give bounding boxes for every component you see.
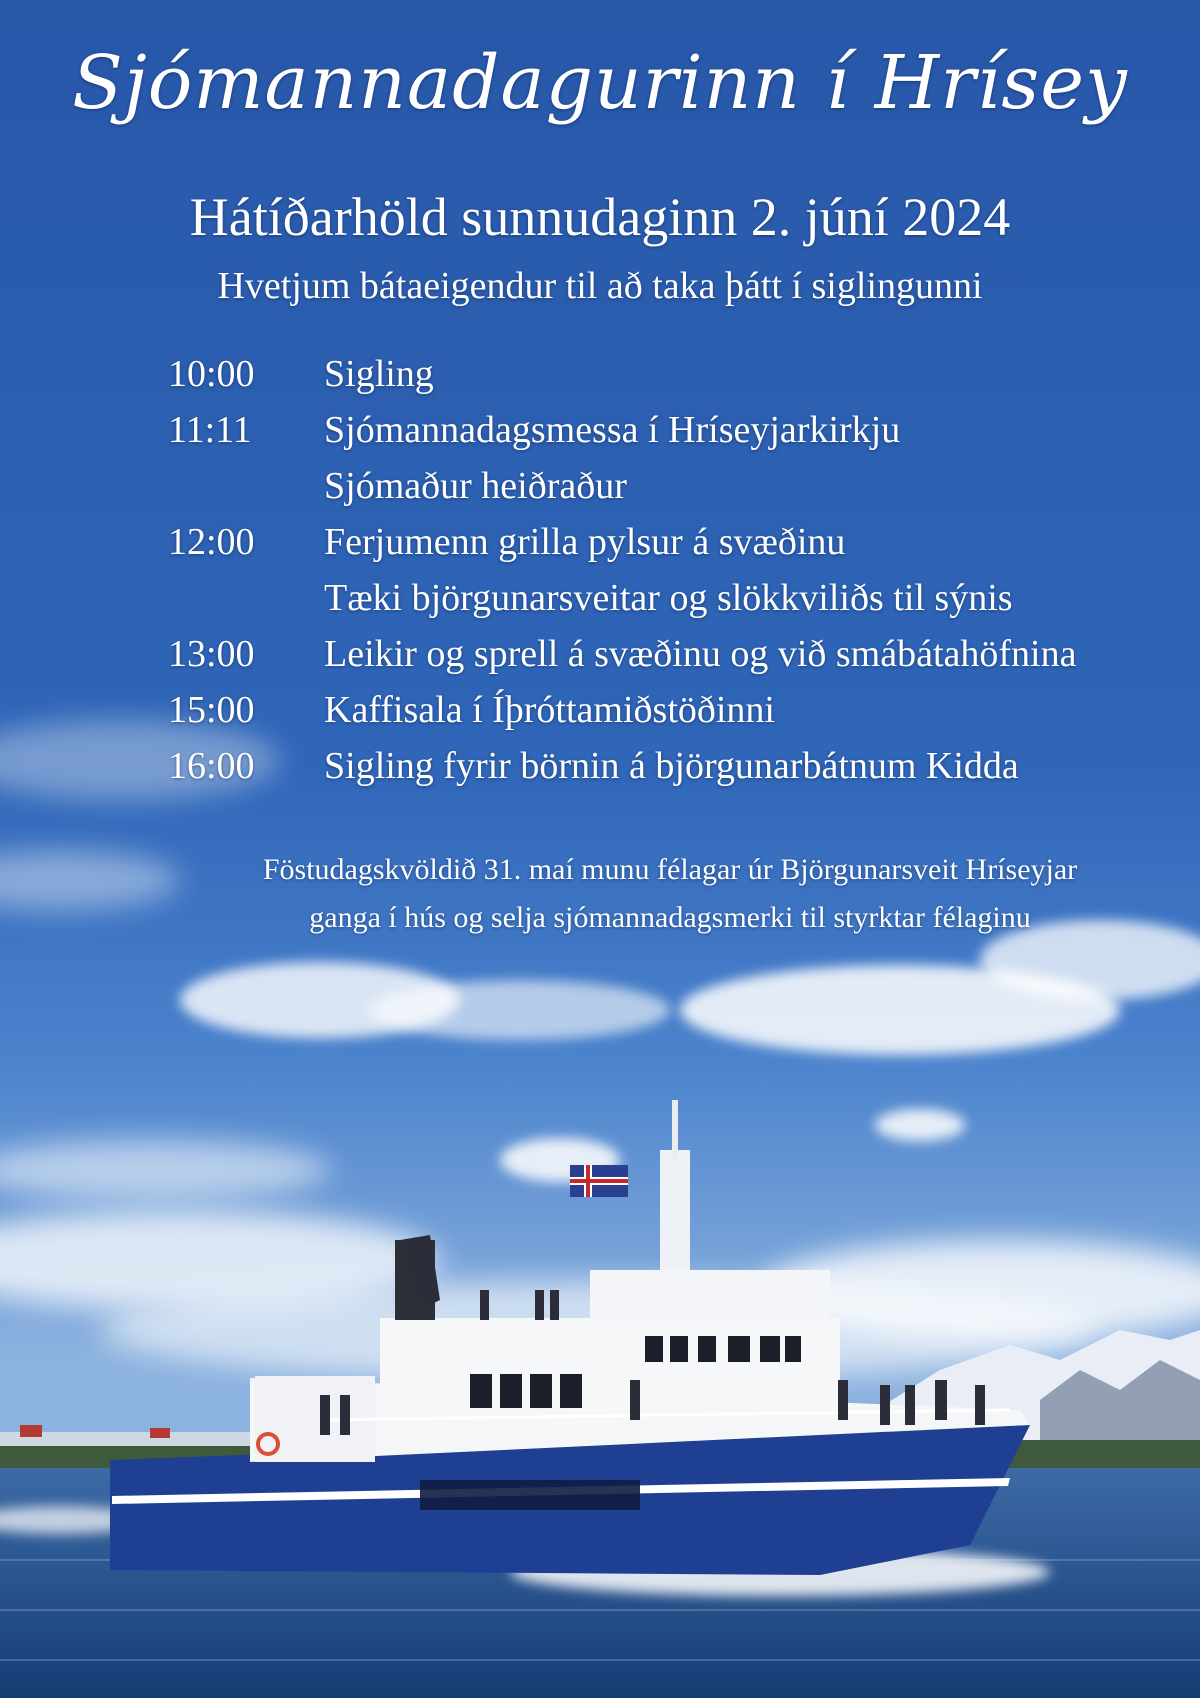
schedule-time: 12:00 xyxy=(168,521,255,563)
event-date-heading: Hátíðarhöld sunnudaginn 2. júní 2024 xyxy=(189,187,1011,247)
schedule-time: 15:00 xyxy=(168,689,255,731)
poster-title: Sjómannadagurinn í Hrísey xyxy=(72,40,1128,126)
schedule-time: 11:11 xyxy=(168,409,252,451)
schedule-time: 10:00 xyxy=(168,353,255,395)
schedule-event: Sigling xyxy=(324,353,434,395)
schedule-event: Leikir og sprell á svæðinu og við smábátahöfnina xyxy=(324,633,1077,675)
footnote-line: Föstudagskvöldið 31. maí munu félagar úr Björgunarsveit Hríseyjar xyxy=(262,853,1078,886)
schedule-event: Tæki björgunarsveitar og slökkviliðs til sýnis xyxy=(324,577,1013,619)
footnote-line: ganga í hús og selja sjómannadagsmerki til styrktar félaginu xyxy=(309,901,1031,934)
schedule-time: 13:00 xyxy=(168,633,255,675)
tagline: Hvetjum bátaeigendur til að taka þátt í siglingunni xyxy=(217,265,983,307)
schedule-event: Sjómaður heiðraður xyxy=(324,465,627,507)
schedule-event: Sjómannadagsmessa í Hríseyjarkirkju xyxy=(324,409,901,451)
schedule-time: 16:00 xyxy=(168,745,255,787)
schedule-event: Kaffisala í Íþróttamiðstöðinni xyxy=(324,689,775,731)
schedule-event: Sigling fyrir börnin á björgunarbátnum Kidda xyxy=(324,745,1019,787)
footnote xyxy=(160,846,1180,942)
schedule-event: Ferjumenn grilla pylsur á svæðinu xyxy=(324,521,846,563)
